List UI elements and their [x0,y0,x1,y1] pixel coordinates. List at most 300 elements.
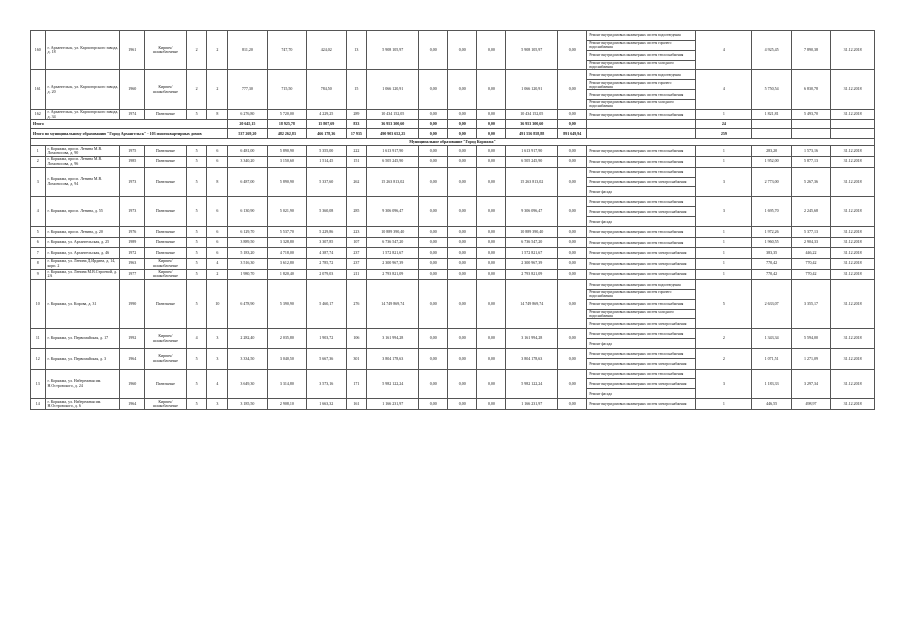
table-row [31,329,875,349]
fund-federal-cell: 0,00 [419,167,448,197]
total-area-cell: 6 129,70 [228,227,267,238]
table-row [31,399,875,410]
total-area-cell: 3 334,50 [228,349,267,369]
address-cell: г. Коряжма, ул. Первомайская, д. 3 [45,349,120,369]
year-built-cell: 1964 [120,399,145,410]
floors-cell: 5 [186,197,207,227]
unit-cost-cell: 770,42 [752,269,791,280]
deadline-cell: 31.12.2018 [831,156,875,167]
repair-cost-cell: 5 908 105,97 [367,31,419,70]
wall-material-cell: Панельные [145,197,187,227]
nonresidential-area-cell: 1 514,45 [307,156,346,167]
deadline-cell: 31.12.2018 [831,31,875,70]
other-funds-cell: 0,00 [558,167,587,197]
entrances-cell: 3 [207,349,228,369]
repair-work-item: Ремонт внутридомовых инженерных систем холодного водоснабжения [587,99,695,109]
max-unit-cost-cell: 3 297,34 [791,369,830,399]
unit-cost-cell: 770,42 [752,258,791,269]
repair-work-item: Ремонт внутридомовых инженерных систем теплоснабжения [589,159,684,164]
row-number: 160 [31,31,46,70]
wall-material-cell: Панельные [145,237,187,248]
itogo-row-p1 [752,120,791,129]
repair-works-list [587,280,695,328]
wall-material-cell: Панельные [145,109,187,120]
wall-material-cell: Панельные [145,248,187,259]
repair-cost-cell: 2 300 967,39 [367,258,419,269]
municipality-total-row [31,129,875,139]
address-cell: г. Коряжма, просп. Ленина, д. 20 [45,227,120,238]
table-row [31,369,875,399]
total-area-cell: 2 282,40 [228,329,267,349]
row-number: 2 [31,156,46,167]
municipality-total-row-a3: 466 178,36 [307,129,346,139]
wall-material-cell: Панельные [145,167,187,197]
year-built-cell: 1961 [120,31,145,70]
total-area-cell: 6 481,00 [228,146,267,157]
itogo-row-label: Итого [31,120,228,129]
wall-material-cell: Панельные [145,156,187,167]
municipality-total-row-z4: 891 649,94 [558,129,587,139]
repair-cost-cell: 1 572 821,67 [367,248,419,259]
repair-works-list [587,110,695,120]
owners-funds-cell: 10 889 390,40 [506,227,558,238]
repair-work-item: Ремонт внутридомовых инженерных систем теплоснабжения [589,351,684,356]
deadline-cell: 31.12.2018 [831,248,875,259]
fund-federal-cell: 0,00 [419,146,448,157]
works-count-cell: 2 [696,349,752,369]
deadline-cell: 31.12.2018 [831,227,875,238]
municipality-header-row [31,139,875,146]
floors-cell: 5 [186,237,207,248]
repair-work-item: Ремонт внутридомовых инженерных систем горячего водоснабжения [587,289,695,299]
year-built-cell: 1989 [120,237,145,248]
living-area-cell: 5 537,70 [267,227,306,238]
nonresidential-area-cell: 784,50 [307,70,346,109]
nonresidential-area-cell: 5 667,36 [307,349,346,369]
total-area-cell: 6 487,00 [228,167,267,197]
owners-funds-cell: 5 982 122,24 [506,369,558,399]
unit-cost-cell: 1 952,00 [752,156,791,167]
repair-works-list [587,329,695,348]
repair-work-item: Ремонт внутридомовых инженерных систем водоотведения [589,282,681,287]
year-built-cell: 1960 [120,369,145,399]
municipality-total-row-works [587,129,696,139]
address-cell: г. Архангельск, ул. Карпогорского завода, д. 20 [45,70,120,109]
itogo-row-cost: 36 953 300,60 [367,120,419,129]
works-count-cell: 1 [696,227,752,238]
address-cell: г. Коряжма, ул. Набережная им. Н.Островского, д. 6 [45,399,120,410]
other-funds-cell: 0,00 [558,227,587,238]
fund-regional-cell: 0,00 [448,70,477,109]
deadline-cell: 31.12.2018 [831,399,875,410]
total-area-cell: 3 185,50 [228,399,267,410]
fund-federal-cell: 0,00 [419,329,448,349]
owners-funds-cell: 1 572 821,67 [506,248,558,259]
repair-works-cell [587,369,696,399]
total-area-cell: 811,20 [228,31,267,70]
fund-regional-cell: 0,00 [448,167,477,197]
repair-work-item: Ремонт внутридомовых инженерных систем водоотведения [589,72,681,77]
max-unit-cost-cell: 1 271,09 [791,349,830,369]
fund-federal-cell: 0,00 [419,237,448,248]
deadline-cell: 31.12.2018 [831,109,875,120]
owners-funds-cell: 3 804 178,63 [506,349,558,369]
repair-work-item: Ремонт внутридомовых инженерных систем электроснабжения [587,206,695,216]
repair-work-item: Ремонт внутридомовых инженерных систем теплоснабжения [589,199,684,204]
municipality-total-row-cost: 490 903 652,25 [367,129,419,139]
itogo-row-count: 24 [696,120,752,129]
unit-cost-cell: 1 183,33 [752,369,791,399]
max-unit-cost-cell: 1 573,16 [791,146,830,157]
total-area-cell: 3 516,30 [228,258,267,269]
itogo-row-ppl: 833 [346,120,367,129]
fund-municipal-cell: 0,00 [477,197,506,227]
unit-cost-cell: 1 343,34 [752,329,791,349]
address-cell: г. Коряжма, ул. Архангельская, д. 25 [45,237,120,248]
residents-cell: 276 [346,280,367,329]
other-funds-cell: 0,00 [558,31,587,70]
owners-funds-cell: 2 793 821,09 [506,269,558,280]
max-unit-cost-cell: 446,22 [791,248,830,259]
year-built-cell: 1964 [120,349,145,369]
works-count-cell: 5 [696,280,752,329]
total-area-cell: 777,30 [228,70,267,109]
works-count-cell: 1 [696,399,752,410]
municipality-total-row-p2 [791,129,830,139]
unit-cost-cell: 383,35 [752,248,791,259]
table-row [31,146,875,157]
works-count-cell: 1 [696,237,752,248]
entrances-cell: 6 [207,156,228,167]
repair-work-item: Ремонт внутридомовых инженерных систем теплоснабжения [587,89,695,99]
fund-municipal-cell: 0,00 [477,156,506,167]
register-body [31,31,875,410]
repair-works-cell [587,146,696,157]
nonresidential-area-cell: 5 337,60 [307,167,346,197]
entrances-cell: 8 [207,167,228,197]
other-funds-cell: 0,00 [558,399,587,410]
repair-work-item: Ремонт внутридомовых инженерных систем электроснабжения [589,402,687,407]
municipality-total-row-z2: 0,00 [448,129,477,139]
municipality-total-row-c2: 491 556 858,88 [506,129,558,139]
fund-municipal-cell: 0,00 [477,258,506,269]
fund-municipal-cell: 0,00 [477,248,506,259]
repair-works-list [587,146,695,156]
total-area-cell: 3 340,20 [228,156,267,167]
fund-regional-cell: 0,00 [448,156,477,167]
municipality-total-row-a2: 482 262,83 [267,129,306,139]
living-area-cell: 3 150,60 [267,156,306,167]
repair-cost-cell: 3 804 178,63 [367,349,419,369]
nonresidential-area-cell: 2 079,03 [307,269,346,280]
itogo-row-c2: 36 953 300,60 [506,120,558,129]
max-unit-cost-cell: 5 377,13 [791,227,830,238]
deadline-cell: 31.12.2018 [831,237,875,248]
repair-cost-cell: 3 161 994,28 [367,329,419,349]
itogo-row-z3: 0,00 [477,120,506,129]
floors-cell: 5 [186,280,207,329]
deadline-cell: 31.12.2018 [831,280,875,329]
owners-funds-cell: 1 613 917,90 [506,146,558,157]
itogo-row-a3: 15 807,69 [307,120,346,129]
residents-cell: 222 [346,146,367,157]
repair-work-item: Ремонт внутридомовых инженерных систем электроснабжения [587,358,695,368]
fund-regional-cell: 0,00 [448,237,477,248]
entrances-cell: 6 [207,146,228,157]
works-count-cell: 4 [696,70,752,109]
nonresidential-area-cell: 5 355,00 [307,146,346,157]
residents-cell: 161 [346,399,367,410]
fund-federal-cell: 0,00 [419,227,448,238]
address-cell: г. Коряжма, ул. Архангельская, д. 46 [45,248,120,259]
repair-cost-cell: 10 889 390,40 [367,227,419,238]
table-row [31,237,875,248]
fund-municipal-cell: 0,00 [477,146,506,157]
repair-works-cell [587,167,696,197]
repair-cost-cell: 9 306 096,47 [367,197,419,227]
repair-work-item: Ремонт внутридомовых инженерных систем электроснабжения [587,378,695,388]
deadline-cell: 31.12.2018 [831,369,875,399]
entrances-cell: 2 [207,70,228,109]
entrances-cell: 3 [207,329,228,349]
repair-work-item: Ремонт внутридомовых инженерных систем теплоснабжения [587,50,695,60]
fund-federal-cell: 0,00 [419,369,448,399]
total-area-cell: 1 980,70 [228,269,267,280]
repair-work-item: Ремонт внутридомовых инженерных систем электроснабжения [589,261,687,266]
address-cell: г. Архангельск, ул. Карпогорского завода, д. 18 [45,31,120,70]
residents-cell: 301 [346,349,367,369]
repair-works-cell [587,269,696,280]
living-area-cell: 5 021,90 [267,197,306,227]
max-unit-cost-cell: 5 267,36 [791,167,830,197]
wall-material-cell: Панельные [145,227,187,238]
table-row [31,227,875,238]
fund-regional-cell: 0,00 [448,258,477,269]
max-unit-cost-cell: 770,42 [791,258,830,269]
row-number: 14 [31,399,46,410]
repair-works-cell [587,280,696,329]
floors-cell: 5 [186,369,207,399]
fund-regional-cell: 0,00 [448,329,477,349]
table-row [31,269,875,280]
repair-cost-cell: 1 166 231,97 [367,399,419,410]
repair-work-item: Ремонт внутридомовых инженерных систем теплоснабжения [587,299,695,309]
wall-material-cell: Панельные [145,280,187,329]
repair-works-list [587,31,695,69]
repair-work-item: Ремонт внутридомовых инженерных систем теплоснабжения [589,170,684,175]
address-cell: г. Коряжма, ул. Набережная им. Н.Островского, д. 24 [45,369,120,399]
fund-municipal-cell: 0,00 [477,109,506,120]
row-number: 12 [31,349,46,369]
living-area-cell: 2 035,80 [267,329,306,349]
other-funds-cell: 0,00 [558,70,587,109]
nonresidential-area-cell: 4 229,25 [307,109,346,120]
works-count-cell: 1 [696,109,752,120]
other-funds-cell: 0,00 [558,156,587,167]
itogo-row-z2: 0,00 [448,120,477,129]
entrances-cell: 6 [207,197,228,227]
repair-work-item: Ремонт внутридомовых инженерных систем холодного водоснабжения [587,60,695,70]
unit-cost-cell: 5 750,54 [752,70,791,109]
repair-cost-cell: 6 505 245,90 [367,156,419,167]
entrances-cell: 4 [207,258,228,269]
residents-cell: 13 [346,31,367,70]
repair-cost-cell: 10 434 152,05 [367,109,419,120]
fund-federal-cell: 0,00 [419,269,448,280]
address-cell: г. Коряжма, просп. Ленина, д. 55 [45,197,120,227]
total-area-cell: 6 478,90 [228,280,267,329]
repair-works-list [587,197,695,226]
floors-cell: 5 [186,349,207,369]
works-count-cell: 1 [696,156,752,167]
address-cell: г. Коряжма, ул. Первомайская, д. 17 [45,329,120,349]
repair-works-list [587,227,695,237]
repair-work-item: Ремонт внутридомовых инженерных систем теплоснабжения [589,371,684,376]
floors-cell: 2 [186,31,207,70]
wall-material-cell: Кирпич/шлакоблочные [145,329,187,349]
municipality-total-row-ppl: 17 935 [346,129,367,139]
repair-works-list [587,349,695,368]
row-number: 13 [31,369,46,399]
residents-cell: 151 [346,156,367,167]
itogo-row [31,120,875,129]
nonresidential-area-cell: 1 663,32 [307,399,346,410]
owners-funds-cell: 9 306 096,47 [506,197,558,227]
fund-federal-cell: 0,00 [419,70,448,109]
deadline-cell: 31.12.2018 [831,349,875,369]
fund-regional-cell: 0,00 [448,248,477,259]
wall-material-cell: Кирпич/шлакоблочные [145,399,187,410]
other-funds-cell: 0,00 [558,237,587,248]
fund-regional-cell: 0,00 [448,349,477,369]
unit-cost-cell: 2 633,07 [752,280,791,329]
floors-cell: 5 [186,109,207,120]
fund-regional-cell: 0,00 [448,399,477,410]
fund-municipal-cell: 0,00 [477,167,506,197]
year-built-cell: 1975 [120,146,145,157]
year-built-cell: 1960 [120,70,145,109]
max-unit-cost-cell: 7 890,38 [791,31,830,70]
max-unit-cost-cell: 2 245,68 [791,197,830,227]
entrances-cell: 6 [207,237,228,248]
repair-work-item: Ремонт внутридомовых инженерных систем теплоснабжения [589,149,684,154]
fund-regional-cell: 0,00 [448,31,477,70]
max-unit-cost-cell: 5 493,70 [791,109,830,120]
living-area-cell: 5 720,00 [267,109,306,120]
wall-material-cell: Панельные [145,146,187,157]
max-unit-cost-cell: 6 830,78 [791,70,830,109]
entrances-cell: 3 [207,399,228,410]
fund-municipal-cell: 0,00 [477,227,506,238]
repair-works-list [587,70,695,108]
other-funds-cell: 0,00 [558,369,587,399]
itogo-row-a2: 18 925,78 [267,120,306,129]
unit-cost-cell: 1 695,70 [752,197,791,227]
total-area-cell: 6 276,80 [228,109,267,120]
repair-works-cell [587,349,696,369]
fund-municipal-cell: 0,00 [477,399,506,410]
deadline-cell: 31.12.2018 [831,258,875,269]
municipality-total-row-count: 259 [696,129,752,139]
year-built-cell: 1985 [120,156,145,167]
floors-cell: 5 [186,269,207,280]
unit-cost-cell: 4 925,45 [752,31,791,70]
owners-funds-cell: 6 736 547,20 [506,237,558,248]
total-area-cell: 5 183,20 [228,248,267,259]
other-funds-cell: 0,00 [558,269,587,280]
unit-cost-cell: 1 821,81 [752,109,791,120]
repair-works-list [587,157,695,167]
fund-regional-cell: 0,00 [448,227,477,238]
fund-federal-cell: 0,00 [419,31,448,70]
itogo-row-z4: 0,00 [558,120,587,129]
entrances-cell: 2 [207,269,228,280]
living-area-cell: 5 390,90 [267,280,306,329]
itogo-row-date [831,120,875,129]
itogo-row-a1: 20 645,15 [228,120,267,129]
repair-works-list [587,259,695,269]
floors-cell: 2 [186,70,207,109]
repair-cost-cell: 14 749 869,74 [367,280,419,329]
repair-work-item: Ремонт внутридомовых инженерных систем электроснабжения [587,177,695,187]
wall-material-cell: Кирпич/шлакоблочные [145,70,187,109]
floors-cell: 4 [186,329,207,349]
repair-work-item: Ремонт фасада [587,388,695,398]
fund-federal-cell: 0,00 [419,280,448,329]
fund-regional-cell: 0,00 [448,109,477,120]
fund-regional-cell: 0,00 [448,369,477,399]
repair-works-list [587,238,695,248]
itogo-row-p2 [791,120,830,129]
year-built-cell: 1977 [120,269,145,280]
unit-cost-cell: 1 071,51 [752,349,791,369]
other-funds-cell: 0,00 [558,329,587,349]
other-funds-cell: 0,00 [558,349,587,369]
living-area-cell: 4 718,00 [267,248,306,259]
other-funds-cell: 0,00 [558,146,587,157]
works-count-cell: 1 [696,248,752,259]
fund-municipal-cell: 0,00 [477,280,506,329]
floors-cell: 5 [186,156,207,167]
entrances-cell: 2 [207,31,228,70]
other-funds-cell: 0,00 [558,258,587,269]
residents-cell: 211 [346,269,367,280]
address-cell: г. Коряжма, просп. Ленина М.В. Ломоносова, д. 96 [45,156,120,167]
fund-regional-cell: 0,00 [448,197,477,227]
owners-funds-cell: 2 300 967,39 [506,258,558,269]
repair-work-item: Ремонт внутридомовых инженерных систем холодного водоснабжения [587,309,695,319]
unit-cost-cell: 1 972,26 [752,227,791,238]
repair-work-item: Ремонт внутридомовых инженерных систем горячего водоснабжения [587,40,695,50]
residents-cell: 237 [346,248,367,259]
repair-cost-cell: 2 793 821,09 [367,269,419,280]
municipality-total-row-a1: 537 269,20 [228,129,267,139]
residents-cell: 285 [346,197,367,227]
nonresidential-area-cell: 3 573,16 [307,369,346,399]
address-cell: г. Коряжма, ул. Ленина М.В.Строевой, д. 2А [45,269,120,280]
row-number: 8 [31,258,46,269]
works-count-cell: 2 [696,329,752,349]
floors-cell: 5 [186,146,207,157]
row-number: 6 [31,237,46,248]
repair-works-cell [587,156,696,167]
fund-municipal-cell: 0,00 [477,349,506,369]
deadline-cell: 31.12.2018 [831,329,875,349]
unit-cost-cell: 446,55 [752,399,791,410]
entrances-cell: 10 [207,280,228,329]
entrances-cell: 6 [207,248,228,259]
total-area-cell: 3 649,30 [228,369,267,399]
